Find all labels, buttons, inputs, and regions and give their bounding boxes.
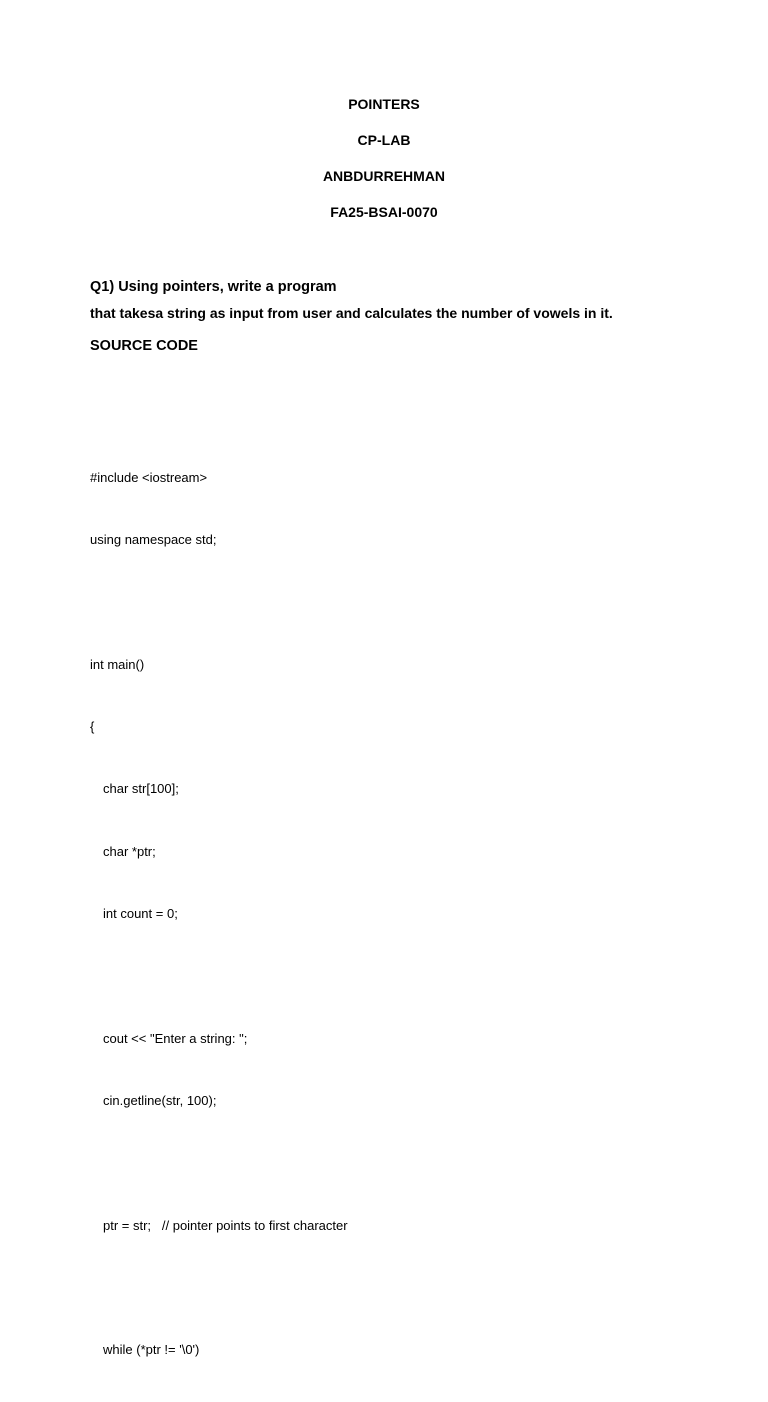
question-line-1: Q1) Using pointers, write a program bbox=[90, 279, 337, 295]
code-line: while (*ptr != '\0') bbox=[103, 1342, 200, 1358]
code-line bbox=[90, 593, 730, 625]
code-line: using namespace std; bbox=[90, 532, 217, 548]
author-name: ANBDURREHMAN bbox=[322, 168, 446, 184]
code-line bbox=[90, 1278, 730, 1310]
document-title: POINTERS bbox=[348, 96, 420, 112]
code-line: { bbox=[90, 719, 95, 735]
code-line bbox=[90, 966, 730, 998]
course-name: CP-LAB bbox=[357, 132, 411, 148]
code-line: #include <iostream> bbox=[90, 470, 208, 485]
question-line-2: that takesa string as input from user and calculates the number of vowels in it. bbox=[90, 305, 613, 321]
code-line: ptr = str; // pointer points to first character bbox=[103, 1217, 348, 1233]
title-block bbox=[0, 94, 768, 238]
code-line: cin.getline(str, 100); bbox=[103, 1092, 217, 1108]
code-line: char *ptr; bbox=[103, 843, 156, 859]
code-line: int main() bbox=[90, 656, 145, 672]
code-line: char str[100]; bbox=[103, 781, 179, 797]
roll-number: FA25-BSAI-0070 bbox=[330, 204, 438, 220]
code-block bbox=[90, 438, 730, 1402]
question-block bbox=[90, 274, 730, 326]
source-code-heading: SOURCE CODE bbox=[90, 338, 198, 354]
code-line bbox=[90, 1153, 730, 1185]
code-line: int count = 0; bbox=[103, 906, 178, 922]
code-line: cout << "Enter a string: "; bbox=[103, 1030, 248, 1046]
